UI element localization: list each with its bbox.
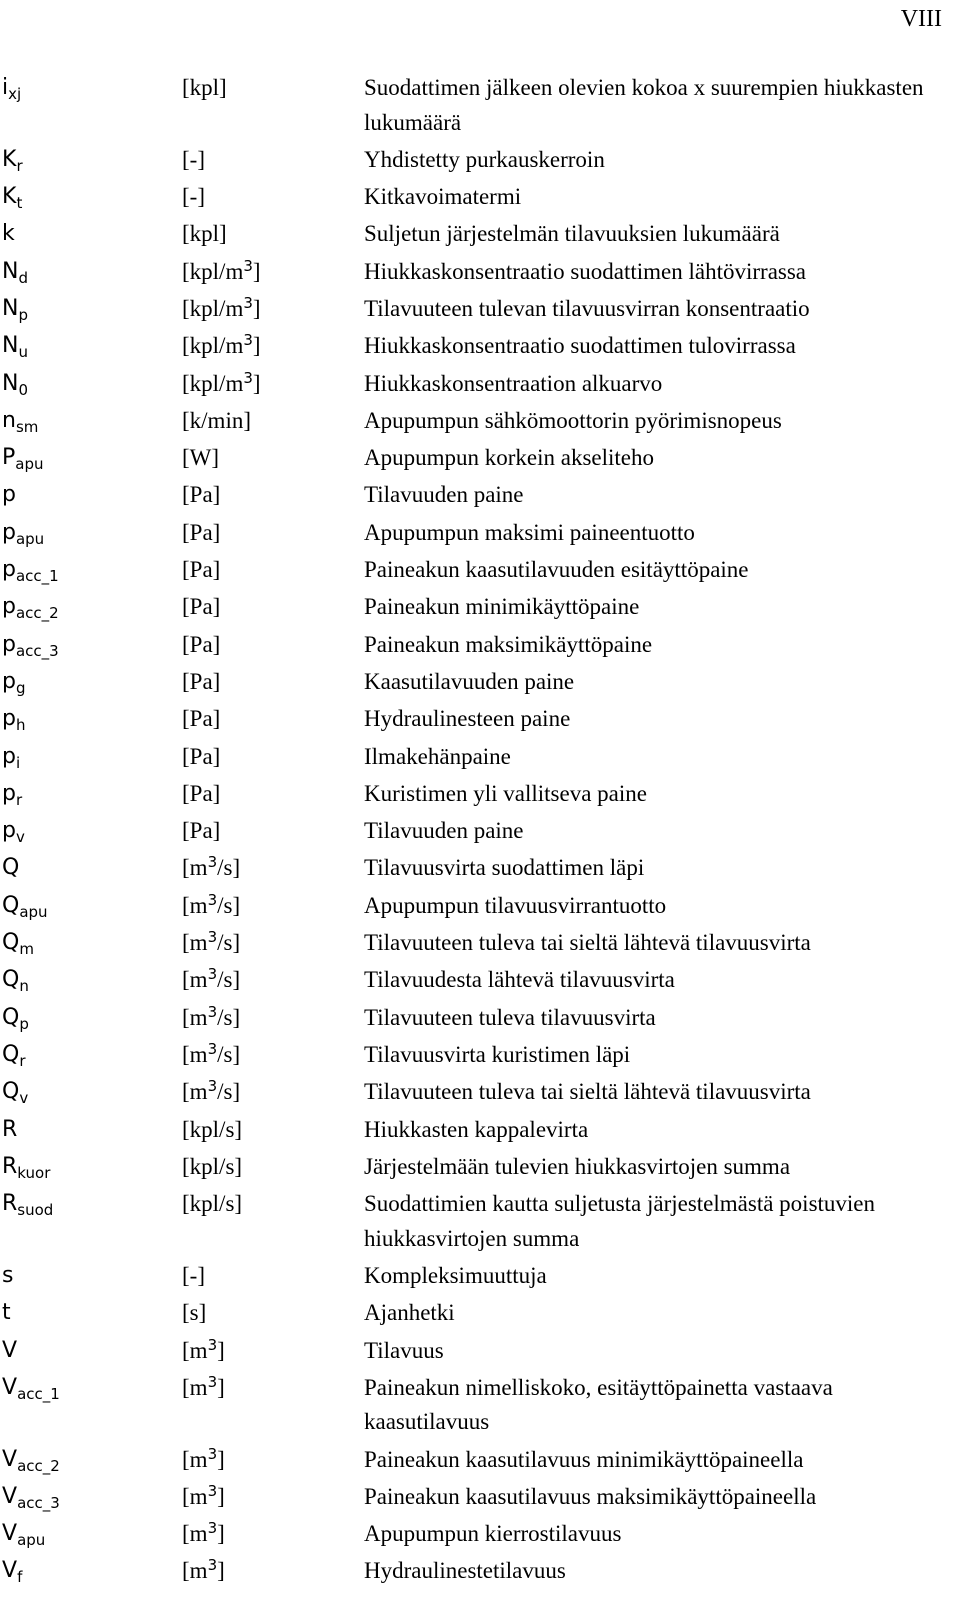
unit-text-end: /s]	[217, 1079, 241, 1105]
symbol-subscript: apu	[15, 455, 44, 474]
symbol-letter: Q	[2, 1079, 20, 1105]
symbol-letter: n	[2, 407, 16, 433]
unit-text: [Pa]	[182, 818, 221, 844]
unit-text: [Pa]	[182, 594, 221, 620]
symbol-row	[0, 142, 960, 179]
symbol-row	[0, 515, 960, 552]
symbol-letter: Q	[2, 967, 20, 993]
symbol	[2, 142, 23, 178]
unit-text: [Pa]	[182, 631, 221, 657]
description: Paineakun kaasutilavuus maksimikäyttöpaineella	[364, 1483, 817, 1509]
symbol-letter: R	[2, 1191, 18, 1217]
description: Hiukkaskonsentraatio suodattimen lähtövirrassa	[364, 258, 807, 284]
symbol	[2, 776, 22, 812]
description: Hydraulinestetilavuus	[364, 1558, 566, 1584]
symbol	[2, 328, 28, 364]
unit-text: [m	[182, 1041, 208, 1067]
description: Paineakun kaasutilavuuden esitäyttöpaine	[364, 557, 749, 583]
unit-exponent: 3	[207, 1077, 218, 1096]
unit-text: [Pa]	[182, 519, 221, 545]
page-number: VIII	[900, 6, 942, 32]
symbol-subscript: acc_3	[15, 641, 59, 660]
description: Hiukkaskonsentraation alkuarvo	[364, 370, 663, 396]
unit-text-end: ]	[217, 1446, 225, 1472]
unit	[182, 1149, 242, 1185]
symbol-row	[0, 925, 960, 962]
symbol	[2, 589, 59, 625]
symbol	[2, 1074, 28, 1110]
symbol-letter: P	[2, 445, 16, 471]
unit-text: [m	[182, 1558, 208, 1584]
description: Paineakun minimikäyttöpaine	[364, 594, 640, 620]
unit	[182, 179, 205, 215]
unit	[182, 627, 220, 663]
unit-exponent: 3	[207, 853, 218, 872]
unit	[182, 477, 220, 513]
unit	[182, 1074, 240, 1110]
symbol-subscript: apu	[19, 902, 48, 921]
unit	[182, 701, 220, 737]
symbol-row	[0, 1074, 960, 1111]
unit	[182, 589, 220, 625]
unit-text: [Pa]	[182, 743, 221, 769]
description: Tilavuusvirta suodattimen läpi	[364, 855, 645, 881]
symbol-row	[0, 1442, 960, 1479]
unit-text: [-]	[182, 146, 205, 172]
unit	[182, 1112, 242, 1148]
symbol-letter: V	[2, 1337, 18, 1363]
description: Apupumpun korkein akseliteho	[364, 445, 655, 471]
symbol-letter: K	[2, 146, 17, 172]
symbol-list	[0, 70, 960, 1591]
symbol-letter: p	[2, 668, 16, 694]
symbol-letter: p	[2, 706, 16, 732]
unit-exponent: 3	[207, 1372, 218, 1391]
unit-text: [kpl/m	[182, 258, 244, 284]
unit-text: [Pa]	[182, 668, 221, 694]
symbol-letter: Q	[2, 930, 20, 956]
unit-text: [-]	[182, 184, 205, 210]
unit-exponent: 3	[243, 256, 253, 275]
symbol	[2, 216, 15, 252]
unit	[182, 1000, 240, 1036]
unit	[182, 142, 205, 178]
symbol-row	[0, 589, 960, 626]
symbol-subscript: acc_1	[15, 567, 59, 586]
description: Tilavuuteen tuleva tai sieltä lähtevä tilavuusvirta	[364, 930, 811, 956]
symbol	[2, 1112, 17, 1148]
symbol	[2, 627, 59, 663]
unit	[182, 776, 220, 812]
unit-text: [m	[182, 1337, 208, 1363]
symbol-letter: p	[2, 743, 16, 769]
unit-text: [kpl/s]	[182, 1116, 243, 1142]
symbol	[2, 440, 44, 476]
unit-exponent: 3	[207, 1519, 218, 1538]
symbol-row	[0, 701, 960, 738]
symbol-row	[0, 291, 960, 328]
symbol-subscript: p	[19, 1014, 29, 1033]
symbol-row	[0, 552, 960, 589]
unit-text: [m	[182, 855, 208, 881]
unit-text: [kpl/m	[182, 370, 244, 396]
description: Ajanhetki	[364, 1300, 455, 1326]
symbol-letter: V	[2, 1521, 18, 1547]
symbol	[2, 925, 34, 961]
symbol-row	[0, 1186, 960, 1258]
unit-exponent: 3	[207, 1481, 218, 1500]
symbol-letter: p	[2, 557, 16, 583]
unit-exponent: 3	[207, 1335, 218, 1354]
symbol-row	[0, 1553, 960, 1590]
symbol	[2, 515, 44, 551]
symbol-row	[0, 70, 960, 142]
unit-text: [-]	[182, 1262, 205, 1288]
unit-text: [kpl]	[182, 221, 227, 247]
unit-text: [W]	[182, 445, 220, 471]
symbol-letter: Q	[2, 1004, 20, 1030]
unit	[182, 552, 220, 588]
description: Paineakun kaasutilavuus minimikäyttöpaineella	[364, 1446, 804, 1472]
symbol-row	[0, 813, 960, 850]
description: Apupumpun tilavuusvirrantuotto	[364, 892, 667, 918]
symbol-letter: R	[2, 1116, 18, 1142]
symbol-row	[0, 627, 960, 664]
unit	[182, 664, 220, 700]
description: Suodattimen jälkeen olevien kokoa x suurempien hiukkasten lukumäärä	[364, 75, 924, 135]
unit	[182, 1295, 206, 1331]
description: Tilavuusvirta kuristimen läpi	[364, 1041, 631, 1067]
symbol-subscript: sm	[15, 417, 39, 436]
symbol-subscript: xj	[8, 85, 22, 103]
symbol-row	[0, 477, 960, 514]
unit-text: [m	[182, 1483, 208, 1509]
symbol	[2, 1149, 50, 1185]
unit-exponent: 3	[207, 1444, 218, 1463]
symbol-row	[0, 1516, 960, 1553]
symbol	[2, 664, 26, 700]
symbol-letter: p	[2, 594, 16, 620]
symbol-letter: s	[2, 1262, 14, 1288]
symbol-row	[0, 739, 960, 776]
description: Tilavuuden paine	[364, 482, 524, 508]
symbol	[2, 962, 29, 998]
symbol-subscript: m	[19, 940, 34, 959]
symbol-letter: Q	[2, 892, 20, 918]
unit-text-end: /s]	[217, 1041, 241, 1067]
symbol-letter: N	[2, 333, 19, 359]
symbol-row	[0, 179, 960, 216]
unit-text: [m	[182, 1079, 208, 1105]
symbol-subscript: r	[19, 1051, 26, 1070]
symbol-subscript: acc_3	[17, 1493, 60, 1512]
symbol	[2, 850, 19, 886]
symbol-subscript: acc_2	[17, 1456, 60, 1475]
symbol	[2, 70, 21, 106]
description: Hiukkasten kappalevirta	[364, 1116, 589, 1142]
symbol-row	[0, 403, 960, 440]
symbol	[2, 254, 28, 290]
unit-text: [m	[182, 930, 208, 956]
symbol-subscript: suod	[17, 1201, 54, 1220]
symbol-letter: p	[2, 818, 16, 844]
symbol	[2, 179, 22, 215]
unit-exponent: 3	[243, 293, 253, 312]
symbol-letter: Q	[2, 1041, 20, 1067]
symbol-row	[0, 1149, 960, 1186]
description: Hiukkaskonsentraatio suodattimen tulovirrassa	[364, 333, 796, 359]
description: Apupumpun maksimi paineentuotto	[364, 519, 695, 545]
description: Ilmakehänpaine	[364, 743, 511, 769]
symbol	[2, 291, 28, 327]
description: Kaasutilavuuden paine	[364, 668, 575, 694]
description: Paineakun maksimikäyttöpaine	[364, 631, 653, 657]
symbol	[2, 1333, 17, 1369]
unit-exponent: 3	[243, 331, 253, 350]
symbol	[2, 1000, 29, 1036]
description: Tilavuuden paine	[364, 818, 524, 844]
unit	[182, 1442, 225, 1478]
description: Paineakun nimelliskoko, esitäyttöpainetta vastaava kaasutilavuus	[364, 1374, 833, 1435]
unit-text-end: ]	[252, 333, 261, 359]
unit-exponent: 3	[207, 928, 218, 947]
symbol-subscript: acc_2	[15, 604, 59, 623]
symbol	[2, 403, 38, 439]
symbol-row	[0, 1370, 960, 1442]
symbol	[2, 1479, 60, 1515]
symbol-subscript: acc_1	[17, 1384, 60, 1403]
unit-text: [s]	[182, 1300, 207, 1326]
description: Suljetun järjestelmän tilavuuksien lukumäärä	[364, 221, 780, 247]
description: Apupumpun sähkömoottorin pyörimisnopeus	[364, 407, 782, 433]
symbol-subscript: v	[15, 828, 25, 847]
description: Kitkavoimatermi	[364, 184, 522, 210]
unit	[182, 328, 261, 364]
unit-text-end: ]	[252, 295, 261, 321]
unit	[182, 1479, 225, 1515]
unit	[182, 366, 261, 402]
symbol	[2, 813, 25, 849]
symbol-row	[0, 664, 960, 701]
symbol-row	[0, 1112, 960, 1149]
unit	[182, 216, 227, 252]
unit-text: [kpl/s]	[182, 1153, 243, 1179]
unit-text: [Pa]	[182, 557, 221, 583]
unit-text-end: ]	[252, 370, 261, 396]
symbol-letter: V	[2, 1558, 18, 1584]
symbol	[2, 1258, 13, 1294]
unit-text: [m	[182, 892, 208, 918]
unit-text-end: ]	[252, 258, 261, 284]
description: Yhdistetty purkauskerroin	[364, 146, 605, 172]
unit-exponent: 3	[243, 368, 253, 387]
symbol	[2, 739, 20, 775]
symbol-row	[0, 1333, 960, 1370]
symbol-row	[0, 1037, 960, 1074]
symbol	[2, 1295, 11, 1331]
unit-text: [kpl/m	[182, 295, 244, 321]
unit	[182, 925, 240, 961]
symbol	[2, 1037, 26, 1073]
symbol	[2, 1553, 22, 1589]
description: Järjestelmään tulevien hiukkasvirtojen summa	[364, 1153, 791, 1179]
unit	[182, 515, 220, 551]
symbol	[2, 477, 16, 513]
symbol-subscript: r	[16, 156, 23, 175]
unit	[182, 291, 261, 327]
description: Tilavuuteen tuleva tai sieltä lähtevä tilavuusvirta	[364, 1079, 811, 1105]
symbol-subscript: h	[15, 716, 26, 735]
symbol-subscript: apu	[17, 1531, 46, 1550]
symbol	[2, 1442, 60, 1478]
unit-exponent: 3	[207, 1039, 218, 1058]
unit-exponent: 3	[207, 965, 218, 984]
symbol-letter: N	[2, 295, 19, 321]
symbol-letter: t	[2, 1300, 11, 1326]
symbol-subscript: t	[16, 194, 23, 213]
unit-text-end: /s]	[217, 967, 241, 993]
unit-text: [kpl/m	[182, 333, 244, 359]
unit-exponent: 3	[207, 1002, 218, 1021]
unit	[182, 70, 227, 106]
unit-text-end: /s]	[217, 1004, 241, 1030]
symbol-row	[0, 850, 960, 887]
unit-text: [k/min]	[182, 407, 251, 433]
unit	[182, 1258, 205, 1294]
description: Tilavuus	[364, 1337, 444, 1363]
symbol-letter: p	[2, 631, 16, 657]
unit-text-end: ]	[217, 1558, 225, 1584]
symbol-letter: p	[2, 482, 16, 508]
symbol-row	[0, 1258, 960, 1295]
symbol-row	[0, 216, 960, 253]
unit	[182, 1333, 225, 1369]
symbol-subscript: p	[18, 305, 28, 324]
symbol-subscript: i	[15, 753, 21, 772]
symbol-letter: k	[2, 221, 15, 247]
unit-text-end: ]	[217, 1521, 225, 1547]
symbol-row	[0, 888, 960, 925]
unit-text: [m	[182, 1004, 208, 1030]
unit-text: [kpl]	[182, 75, 227, 100]
symbol-letter: K	[2, 184, 17, 210]
symbol-subscript: r	[15, 790, 23, 809]
unit	[182, 962, 240, 998]
symbol-subscript: d	[18, 268, 28, 287]
symbol-row	[0, 1295, 960, 1332]
description: Apupumpun kierrostilavuus	[364, 1521, 622, 1547]
unit	[182, 1516, 225, 1552]
symbol-letter: V	[2, 1446, 18, 1472]
symbol-letter: V	[2, 1483, 18, 1509]
symbol-row	[0, 776, 960, 813]
description: Hydraulinesteen paine	[364, 706, 571, 732]
unit-text-end: /s]	[217, 930, 241, 956]
symbol-letter: Q	[2, 855, 20, 881]
symbol-row	[0, 962, 960, 999]
description: Kuristimen yli vallitseva paine	[364, 780, 647, 806]
symbol-subscript: f	[17, 1568, 23, 1587]
symbol-subscript: n	[19, 977, 29, 996]
symbol	[2, 888, 48, 924]
unit-text-end: /s]	[217, 892, 241, 918]
unit	[182, 403, 251, 439]
symbol-letter: R	[2, 1153, 18, 1179]
symbol	[2, 1186, 53, 1222]
description: Tilavuudesta lähtevä tilavuusvirta	[364, 967, 675, 993]
symbol-subscript: kuor	[17, 1163, 51, 1182]
unit-text: [m	[182, 1521, 208, 1547]
symbol-letter: V	[2, 1374, 18, 1400]
unit-text: [Pa]	[182, 706, 221, 732]
description: Suodattimien kautta suljetusta järjestelmästä poistuvien hiukkasvirtojen summa	[364, 1191, 876, 1251]
symbol-subscript: u	[18, 343, 28, 362]
symbol	[2, 1516, 45, 1552]
symbol-letter: N	[2, 370, 19, 396]
description: Tilavuuteen tuleva tilavuusvirta	[364, 1004, 656, 1030]
unit-text: [m	[182, 1374, 208, 1400]
symbol-subscript: g	[15, 678, 26, 697]
symbol-row	[0, 366, 960, 403]
unit	[182, 440, 219, 476]
description: Kompleksimuuttuja	[364, 1262, 547, 1288]
unit	[182, 739, 220, 775]
unit	[182, 1370, 225, 1406]
unit-text: [Pa]	[182, 780, 221, 806]
symbol-letter: N	[2, 258, 19, 284]
unit	[182, 888, 240, 924]
symbol-row	[0, 1000, 960, 1037]
symbol-row	[0, 1479, 960, 1516]
unit	[182, 850, 240, 886]
symbol-subscript: v	[19, 1089, 29, 1108]
unit-text: [m	[182, 967, 208, 993]
unit-exponent: 3	[207, 890, 218, 909]
symbol	[2, 552, 59, 588]
symbol-letter: p	[2, 780, 16, 806]
symbol	[2, 1370, 60, 1406]
unit-text: [kpl/s]	[182, 1191, 243, 1217]
unit	[182, 1037, 240, 1073]
unit	[182, 1553, 225, 1589]
unit	[182, 1186, 242, 1222]
unit-text-end: /s]	[217, 855, 241, 881]
symbol-row	[0, 328, 960, 365]
description: Tilavuuteen tulevan tilavuusvirran konsentraatio	[364, 295, 810, 321]
unit	[182, 254, 261, 290]
symbol	[2, 701, 25, 737]
symbol-subscript: 0	[18, 380, 29, 399]
symbol-letter: p	[2, 519, 16, 545]
unit-text-end: ]	[217, 1483, 225, 1509]
unit-exponent: 3	[207, 1556, 218, 1575]
unit-text-end: ]	[217, 1337, 225, 1363]
unit-text-end: ]	[217, 1374, 225, 1400]
unit	[182, 813, 220, 849]
symbol	[2, 366, 28, 402]
symbol-row	[0, 254, 960, 291]
symbol-subscript: apu	[15, 529, 45, 548]
symbol-row	[0, 440, 960, 477]
unit-text: [m	[182, 1446, 208, 1472]
symbol-letter: i	[2, 75, 9, 100]
unit-text: [Pa]	[182, 482, 221, 508]
